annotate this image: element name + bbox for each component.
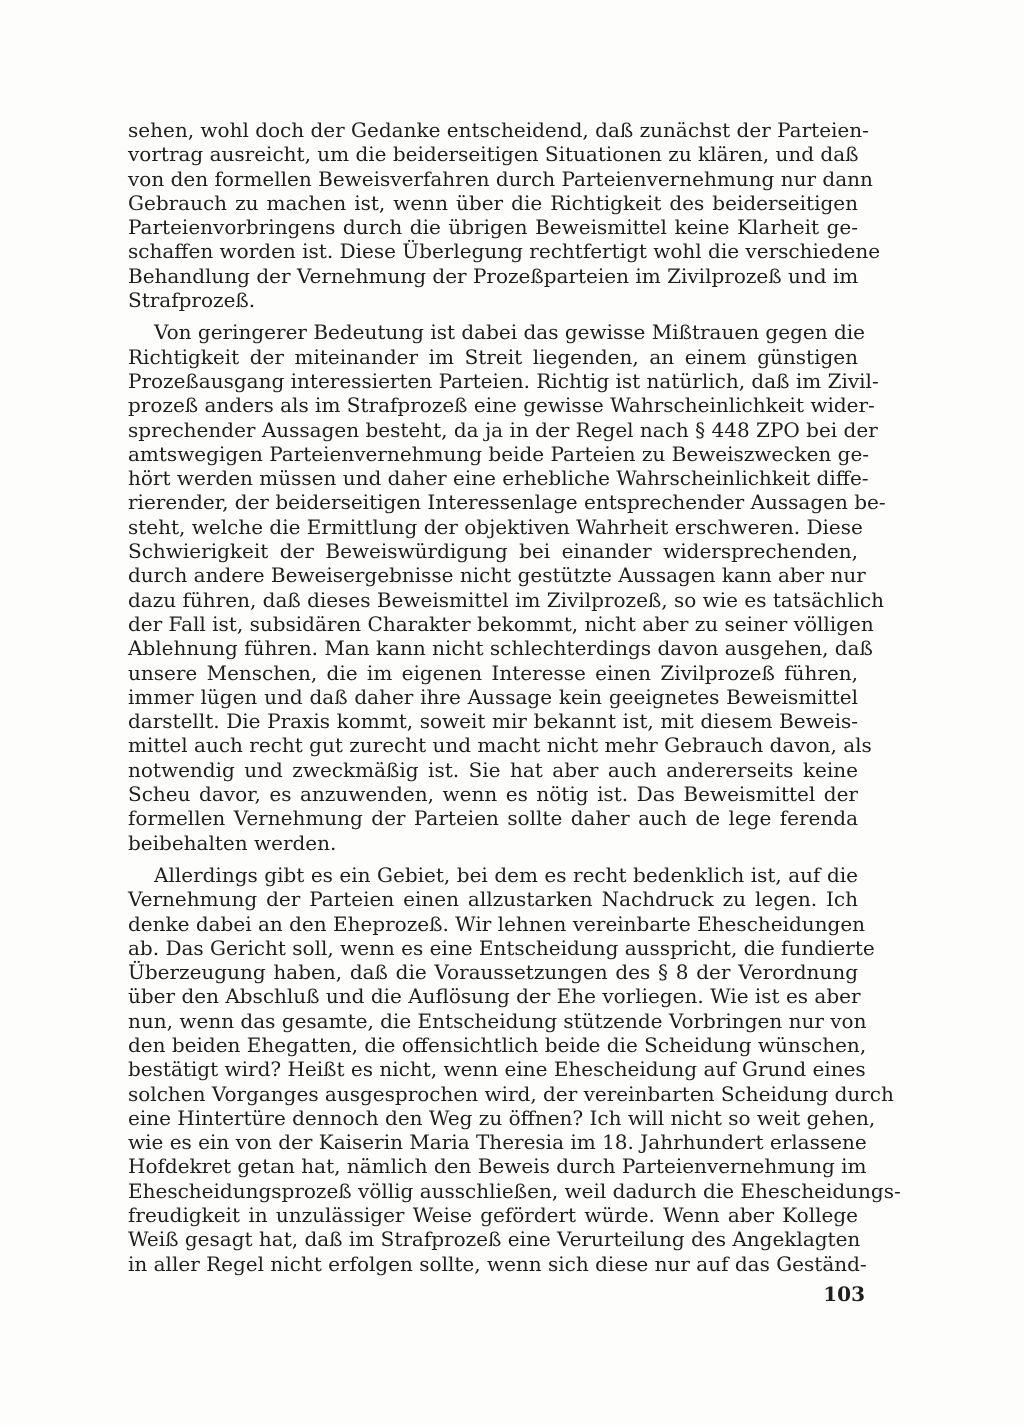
text-line: rierender, der beiderseitigen Interessenlage entsprechender Aussagen be- <box>128 490 886 515</box>
text-line: nun, wenn das gesamte, die Entscheidung stützende Vorbringen nur von <box>128 1008 867 1033</box>
text-line: von den formellen Beweisverfahren durch Parteienvernehmung nur dann <box>128 166 873 191</box>
text-line: Allerdings gibt es ein Gebiet, bei dem es recht bedenklich ist, auf die <box>154 862 858 887</box>
text-line: Gebrauch zu machen ist, wenn über die Richtigkeit des beiderseitigen <box>128 190 858 215</box>
text-line: freudigkeit in unzulässiger Weise gefördert würde. Wenn aber Kollege <box>128 1203 858 1228</box>
text-line: vortrag ausreicht, um die beiderseitigen Situationen zu klären, und daß <box>128 142 859 167</box>
text-line: sehen, wohl doch der Gedanke entscheidend, daß zunächst der Parteien- <box>128 118 869 142</box>
text-line: prozeß anders als im Strafprozeß eine gewisse Wahrscheinlichkeit wider- <box>128 393 875 418</box>
text-line: Richtigkeit der miteinander im Streit liegenden, an einem günstigen <box>128 344 858 369</box>
text-line: ab. Das Gericht soll, wenn es eine Entscheidung ausspricht, die fundierte <box>128 935 875 960</box>
text-line: sprechender Aussagen besteht, da ja in der Regel nach § 448 ZPO bei der <box>128 417 878 442</box>
text-line: über den Abschluß und die Auflösung der Ehe vorliegen. Wie ist es aber <box>128 984 861 1009</box>
paragraph <box>128 118 881 313</box>
text-line: Von geringerer Bedeutung ist dabei das gewisse Mißtrauen gegen die <box>154 320 865 345</box>
text-line: mittel auch recht gut zurecht und macht nicht mehr Gebrauch davon, als <box>128 733 872 758</box>
text-line: notwendig und zweckmäßig ist. Sie hat aber auch andererseits keine <box>128 757 858 782</box>
text-line: solchen Vorganges ausgesprochen wird, der vereinbarten Scheidung durch <box>128 1081 894 1106</box>
text-line: Parteienvorbringens durch die übrigen Beweismittel keine Klarheit ge- <box>128 215 858 240</box>
text-line: dazu führen, daß dieses Beweismittel im Zivilprozeß, so wie es tatsächlich <box>128 587 884 612</box>
text-line: bestätigt wird? Heißt es nicht, wenn eine Ehescheidung auf Grund eines <box>128 1057 866 1082</box>
text-line: eine Hintertüre dennoch den Weg zu öffnen? Ich will nicht so weit gehen, <box>128 1105 876 1130</box>
text-line: der Fall ist, subsidären Charakter bekommt, nicht aber zu seiner völligen <box>128 611 874 636</box>
text-line: Prozeßausgang interessierten Parteien. Richtig ist natürlich, daß im Zivil- <box>128 368 879 393</box>
text-line: formellen Vernehmung der Parteien sollte daher auch de lege ferenda <box>128 806 858 831</box>
text-line: Überzeugung haben, daß die Voraussetzungen des § 8 der Verordnung <box>128 960 858 985</box>
text-line: durch andere Beweisergebnisse nicht gestützte Aussagen kann aber nur <box>128 563 866 588</box>
text-line: denke dabei an den Eheprozeß. Wir lehnen vereinbarte Ehescheidungen <box>128 911 866 936</box>
text-line: amtswegigen Parteienvernehmung beide Parteien zu Beweiszwecken ge- <box>128 441 870 466</box>
text-line: Vernehmung der Parteien einen allzustarken Nachdruck zu legen. Ich <box>128 887 858 912</box>
text-line: Weiß gesagt hat, daß im Strafprozeß eine Verurteilung des Angeklagten <box>128 1227 861 1252</box>
text-line: unsere Menschen, die im eigenen Interesse einen Zivilprozeß führen, <box>128 660 858 685</box>
text-line: Ehescheidungsprozeß völlig ausschließen, weil dadurch die Ehescheidungs- <box>128 1178 901 1203</box>
text-line: Schwierigkeit der Beweiswürdigung bei einander widersprechenden, <box>128 539 858 564</box>
text-line: Scheu davor, es anzuwenden, wenn es nötig ist. Das Beweismittel der <box>128 782 858 807</box>
text-line: Behandlung der Vernehmung der Prozeßparteien im Zivilprozeß und im <box>128 263 859 288</box>
paragraph <box>128 862 901 1276</box>
body-text <box>128 118 901 1284</box>
text-line: wie es ein von der Kaiserin Maria Theresia im 18. Jahrhundert erlassene <box>128 1130 867 1155</box>
text-line: steht, welche die Ermittlung der objektiven Wahrheit erschweren. Diese <box>128 514 863 539</box>
text-line: in aller Regel nicht erfolgen sollte, wenn sich diese nur auf das Geständ- <box>128 1251 867 1276</box>
paragraph <box>128 320 886 855</box>
text-line: Ablehnung führen. Man kann nicht schlechterdings davon ausgehen, daß <box>128 636 873 661</box>
text-line: Hofdekret getan hat, nämlich den Beweis durch Parteienvernehmung im <box>128 1154 867 1179</box>
text-line: schaffen worden ist. Diese Überlegung rechtfertigt wohl die verschiedene <box>128 239 881 264</box>
text-line: beibehalten werden. <box>128 830 337 855</box>
text-line: Strafprozeß. <box>128 288 256 313</box>
page-number: 103 <box>823 1282 865 1306</box>
text-line: darstellt. Die Praxis kommt, soweit mir bekannt ist, mit diesem Beweis- <box>128 709 858 734</box>
text-line: hört werden müssen und daher eine erhebliche Wahrscheinlichkeit diffe- <box>128 466 869 491</box>
text-line: immer lügen und daß daher ihre Aussage kein geeignetes Beweismittel <box>128 684 858 709</box>
text-line: den beiden Ehegatten, die offensichtlich beide die Scheidung wünschen, <box>128 1032 867 1057</box>
